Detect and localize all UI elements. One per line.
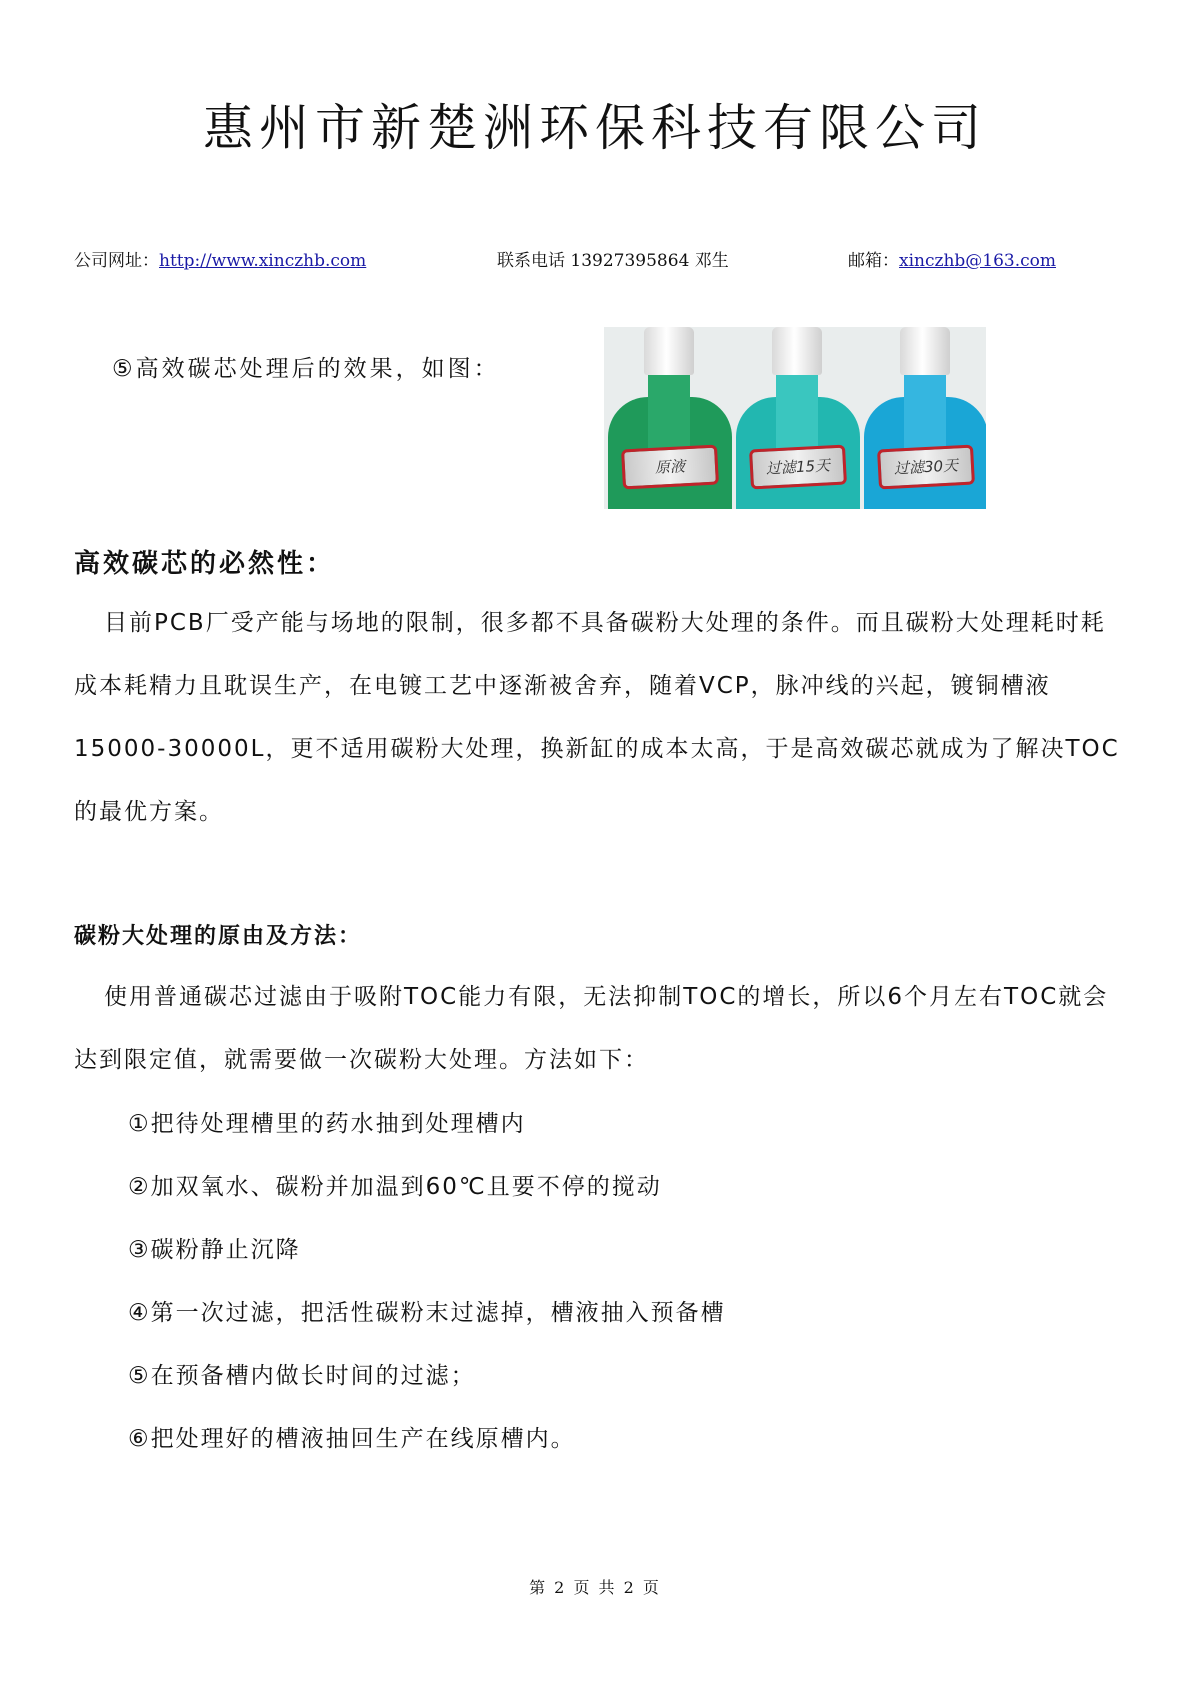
bottles-photo <box>604 327 986 509</box>
bottle-neck <box>648 367 690 449</box>
bottle-original <box>604 327 734 509</box>
section1-heading: 高效碳芯的必然性： <box>74 549 336 579</box>
phone-line: 联系电话 13927395864 邓生 <box>497 251 729 271</box>
company-title: 惠州市新楚洲环保科技有限公司 <box>203 99 987 157</box>
email-label: 邮箱： <box>848 251 899 271</box>
step-1: ①把待处理槽里的药水抽到处理槽内 <box>128 1111 526 1137</box>
bottle-30days <box>860 327 986 509</box>
bottle-cap <box>900 327 950 375</box>
bottle-cap <box>644 327 694 375</box>
email-line <box>848 246 1056 271</box>
section1-paragraph: 目前PCB厂受产能与场地的限制，很多都不具备碳粉大处理的条件。而且碳粉大处理耗时耗成本耗精力且耽误生产，在电镀工艺中逐渐被舍弃，随着VCP，脉冲线的兴起，镀铜槽液15000-30000L，更不适用碳粉大处理，换新缸的成本太高，于是高效碳芯就成为了解决TOC 的最优方案。 <box>74 610 1120 825</box>
step-2: ②加双氧水、碳粉并加温到60℃且要不停的搅动 <box>128 1174 662 1200</box>
bottle-label: 过滤30天 <box>877 445 975 490</box>
email-link[interactable]: xinczhb@163.com <box>899 251 1057 271</box>
bottle-cap <box>772 327 822 375</box>
step-6: ⑥把处理好的槽液抽回生产在线原槽内。 <box>128 1426 576 1452</box>
page-footer: 第 2 页 共 2 页 <box>529 1578 661 1597</box>
bottle-15days <box>732 327 862 509</box>
step-3: ③碳粉静止沉降 <box>128 1237 301 1263</box>
website-label: 公司网址： <box>74 251 159 271</box>
bottle-neck <box>776 367 818 449</box>
step-5: ⑤在预备槽内做长时间的过滤； <box>128 1363 476 1389</box>
section2-heading: 碳粉大处理的原由及方法： <box>74 924 363 949</box>
website-link[interactable]: http://www.xinczhb.com <box>159 251 367 271</box>
bottle-label: 过滤15天 <box>749 445 847 490</box>
step-4: ④第一次过滤，把活性碳粉末过滤掉，槽液抽入预备槽 <box>128 1300 726 1326</box>
bottle-label: 原液 <box>621 445 719 490</box>
bottle-neck <box>904 367 946 449</box>
section2-paragraph: 使用普通碳芯过滤由于吸附TOC能力有限，无法抑制TOC的增长，所以6个月左右TOC就会达到限定值，就需要做一次碳粉大处理。方法如下： <box>74 984 1109 1073</box>
website-line <box>74 246 366 271</box>
effect-caption: ⑤高效碳芯处理后的效果，如图： <box>112 356 500 382</box>
